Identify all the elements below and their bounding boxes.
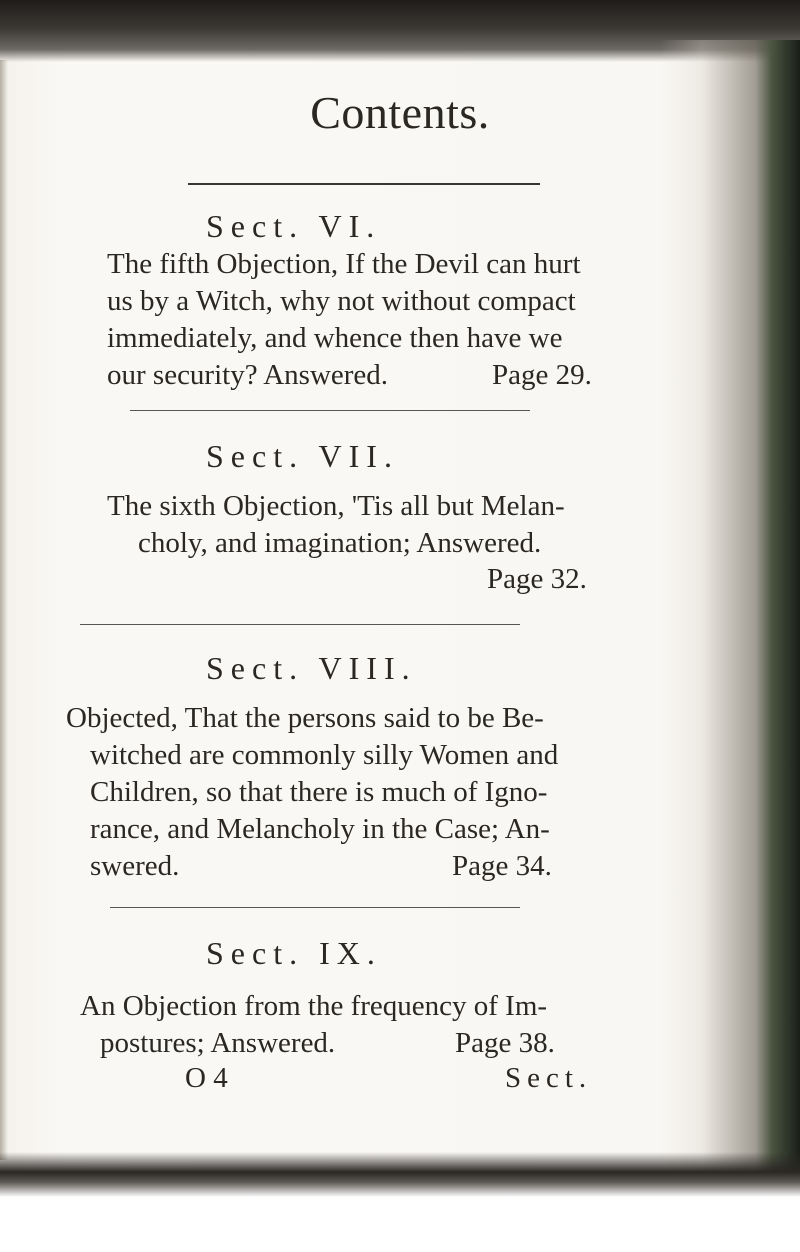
- sect-9-line-1: An Objection from the frequency of Im-: [80, 990, 548, 1022]
- sect-6-line-1: The fifth Objection, If the Devil can hurt: [107, 248, 581, 280]
- sect-7-page-ref: Page 32.: [487, 563, 587, 595]
- sect-8-line-3: Children, so that there is much of Igno-: [90, 776, 548, 808]
- sect-9-page-ref: Page 38.: [455, 1027, 555, 1059]
- sect-7-line-2: choly, and imagination; Answered.: [138, 527, 542, 559]
- head-rule: [188, 183, 540, 185]
- running-head: Contents.: [310, 87, 490, 138]
- sect-8-line-4: rance, and Melancholy in the Case; An-: [90, 813, 550, 845]
- sect-8-line-1: Objected, That the persons said to be Be-: [66, 702, 544, 734]
- sect-9-heading: Sect. IX.: [206, 935, 382, 971]
- sect-7-line-1: The sixth Objection, 'Tis all but Melan-: [107, 490, 565, 522]
- page-gutter-shadow: [0, 60, 8, 1160]
- sect-7-heading: Sect. VII.: [206, 438, 399, 474]
- sect-8-page-ref: Page 34.: [452, 850, 552, 882]
- sect-7-rule: [80, 624, 520, 625]
- page-bottom-shadow: [0, 1152, 800, 1252]
- sect-6-line-3: immediately, and whence then have we: [107, 322, 563, 354]
- sect-9-line-2: postures; Answered.: [100, 1027, 336, 1059]
- page-fore-edge: [660, 40, 800, 1190]
- sect-6-page-ref: Page 29.: [492, 359, 592, 391]
- catchword: Sect.: [505, 1062, 593, 1094]
- sect-8-line-5: swered.: [90, 850, 180, 882]
- sect-8-rule: [110, 907, 520, 908]
- sect-6-heading: Sect. VI.: [206, 208, 382, 244]
- sect-6-rule: [130, 410, 530, 411]
- sect-6-line-4: our security? Answered.: [107, 359, 389, 391]
- signature-mark: O 4: [185, 1062, 228, 1094]
- sect-6-line-2: us by a Witch, why not without compact: [107, 285, 576, 317]
- sect-8-heading: Sect. VIII.: [206, 650, 417, 686]
- sect-8-line-2: witched are commonly silly Women and: [90, 739, 559, 771]
